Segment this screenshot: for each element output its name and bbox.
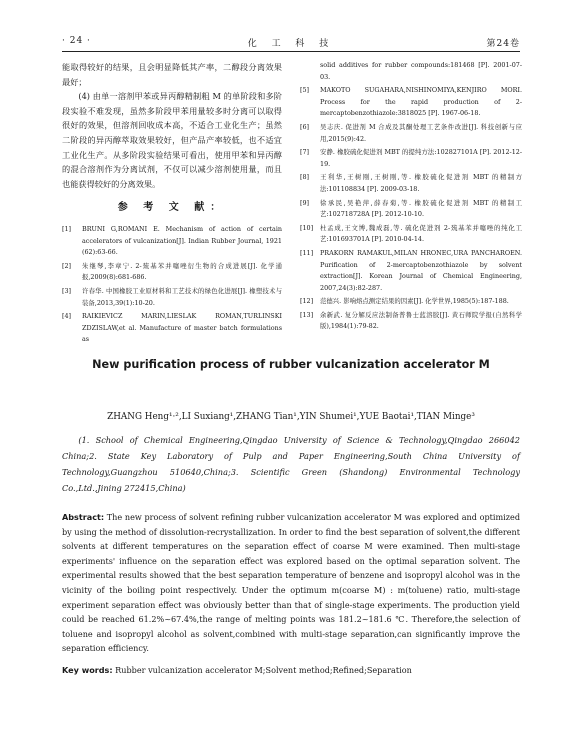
reference-item [62, 311, 282, 346]
reference-item [300, 172, 522, 195]
running-header [62, 36, 520, 50]
keywords [62, 665, 520, 675]
reference-number: [9] [300, 198, 310, 207]
reference-item [62, 286, 282, 309]
reference-text: 徐承民,吴艳萍,薛春菊,等. 橡胶硫化促进剂 MBT 的精制工艺:102718728A [P]. 2012-10-10. [320, 198, 522, 219]
reference-text: 朱继琴,李章宁. 2-巯基苯并噻唑衍生物的合成进展[J]. 化学通报,2009(8):681-686. [82, 261, 282, 282]
abstract [62, 510, 520, 656]
references-heading: 参 考 文 献： [117, 202, 227, 214]
reference-number: [13] [300, 310, 314, 319]
page-number: · 24 · [62, 36, 91, 46]
reference-number: [6] [300, 122, 310, 131]
journal-name: 化 工 科 技 [247, 39, 335, 49]
reference-item [300, 147, 522, 170]
body-paragraph: (4) 由单一溶剂甲苯或异丙醇精制粗 M 的单阶段和多阶段实验不难发现，虽然多阶段甲苯用量较多时分离可以取得很好的效果，但溶剂回收成本高，不适合工业化生产；虽然二阶段的异丙醇萃取效果较好，但产品产率较低，也不适宜工业化生产。从多阶段实验结果可看出，使用甲苯和异丙醇的混合溶剂作为分离试剂，不仅可以减少溶剂使用量，而且也能获得较好的分离效果。 [62, 91, 282, 189]
reference-item [300, 248, 522, 294]
reference-text: 杜孟成,王文博,魏成磊,等. 硫化促进剂 2-巯基苯并噻唑的纯化工艺:101693701A [P]. 2010-04-14. [320, 223, 522, 244]
reference-item [300, 296, 522, 308]
affiliations: (1. School of Chemical Engineering,Qingdao University of Science & Technology,Qingdao 266042 China;2. State Key Laboratory of Pulp and Paper Engineering,South China University of Technology,Guangzhou 510640,China;3. Scientific Green (Shandong) Environmental Technology Co.,Ltd.,Jining 272415,China) [62, 435, 520, 493]
reference-item [300, 122, 522, 145]
reference-number: [11] [300, 248, 314, 257]
reference-number: [10] [300, 223, 314, 232]
header-rule [62, 51, 520, 52]
abstract-text: The new process of solvent refining rubber vulcanization accelerator M was explored and optimized by using the method of dissolution-recrystallization. In order to find the best separation of solvent,the different solvents at different temperatures on the separation effect of coarse M were examined. Then multi-stage experiments' influence on the separation effect was explored based on the optimal separation solvent. The experimental results showed that the best separation temperature of benzene and isopropyl alcohol was in the vicinity of the boiling point respectively. Under the optimum m(coarse M) : m(toluene) ratio, multi-stage experiment separation effect was obviously better than that of single-stage experiments. The production yield could be reached 61.2%~67.4%,the range of melting points was 181.2~181.6 ℃. Therefore,the selection of toluene and isopropyl alcohol as solvent,combined with multi-stage separation,can significantly improve the separation efficiency. [62, 512, 520, 654]
reference-item [62, 224, 282, 259]
reference-item [300, 310, 522, 333]
reference-text: MAKOTO SUGAHARA,NISHINOMIYA,KENJIRO MORI. Process for the rapid production of 2-mercaptobenzothiazole:3818025 [P]. 1967-06-18. [320, 86, 522, 118]
reference-text: 安静. 橡胶硫化促进剂 MBT 的提纯方法:102827101A [P]. 2012-12-19. [320, 148, 522, 168]
reference-text: PRAKORN RAMAKUL,MILAN HRONEC,URA PANCHAROEN. Purification of 2-mercaptobenzothiazole by solvent extraction[J]. Korean Journal of Chemical Engineering, 2007,24(3):82-287. [320, 248, 522, 292]
reference-text: RAIKIEVICZ MARIN,LIESLAK ROMAN,TURLINSKI ZDZISLAW,et al. Manufacture of master batch formulations as [82, 312, 282, 344]
reference-text: 吴志庆. 促进剂 M 合成及其酮处理工艺条件改进[J]. 科技创新与应用,2015(9):42. [320, 122, 522, 143]
reference-item [62, 261, 282, 284]
reference-text: BRUNI G,ROMANI E. Mechanism of action of certain accelerators of vulcanization[J]. Indian Rubber Journal, 1921 (62):63-66. [82, 224, 282, 257]
reference-item [300, 85, 522, 120]
keywords-text: Rubber vulcanization accelerator M;Solvent method;Refined;Separation [112, 665, 412, 675]
keywords-label: Key words: [62, 665, 113, 675]
reference-number: [2] [62, 261, 72, 270]
reference-number: [12] [300, 297, 314, 306]
reference-number: [4] [62, 312, 72, 321]
reference-item [300, 198, 522, 221]
english-title: New purification process of rubber vulcanization accelerator M [92, 358, 490, 371]
reference-item [300, 223, 522, 246]
right-column [300, 60, 522, 335]
volume-label: 第24卷 [486, 39, 520, 49]
reference-text: 王利华,王树刚,王树刚,等. 橡胶硫化促进剂 MBT 的精制方法:101108834 [P]. 2009-03-18. [320, 173, 522, 193]
reference-number: [3] [62, 286, 72, 295]
reference-number: [8] [300, 173, 310, 182]
left-column [62, 60, 282, 348]
body-paragraph: 能取得较好的结果，且会明显降低其产率，二醇段分离效果最好； [62, 62, 282, 87]
reference-number [300, 60, 320, 83]
reference-text: 许春华. 中国橡胶工业原材料和工艺技术的绿色化进展[J]. 橡塑技术与装备,2013,39(1):10-20. [82, 286, 282, 307]
abstract-label: Abstract: [62, 512, 105, 522]
author-list: ZHANG Heng¹·²,LI Suxiang¹,ZHANG Tian¹,YIN Shumei¹,YUE Baotai¹,TIAN Minge³ [107, 412, 475, 422]
reference-item [300, 60, 522, 83]
reference-text: 范德兴. 影响熔点测定结果的因素[J]. 化学世界,1985(5):187-188. [320, 297, 509, 306]
reference-text: 余新武. 复分解反应法制备普鲁士蓝溶胶[J]. 黄石师院学报(自然科学版),1984(1):79-82. [320, 310, 522, 331]
reference-number: [5] [300, 86, 310, 95]
reference-number: [1] [62, 224, 72, 233]
reference-text: solid additives for rubber compounds:181468 [P]. 2001-07-03. [320, 61, 522, 81]
reference-number: [7] [300, 148, 310, 157]
